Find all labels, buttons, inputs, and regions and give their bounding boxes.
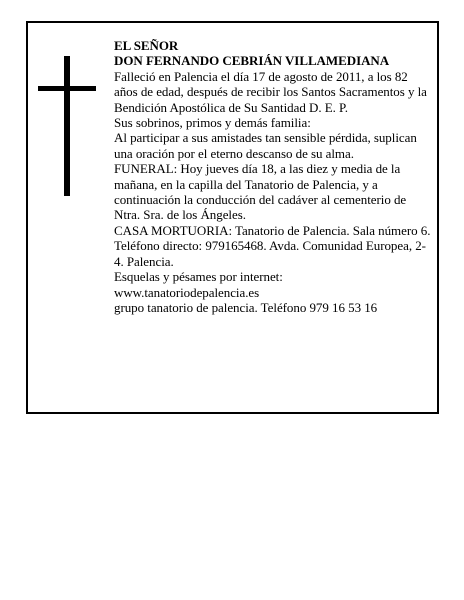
website-link[interactable]: www.tanatoriodepalencia.es — [114, 284, 260, 300]
online-condolences-label: Esquelas y pésames por internet: — [114, 269, 283, 285]
cross-icon — [64, 56, 70, 196]
death-announcement: Falleció en Palencia el día 17 de agosto de 2011, a los 82 años de edad, después de recibir los Santos Sacramentos y la Bendición Apostólica de Su Santidad D. E. P. — [114, 68, 427, 115]
group-contact: grupo tanatorio de palencia. Teléfono 979 16 53 16 — [114, 299, 378, 315]
prayer-request: Al participar a sus amistades tan sensible pérdida, suplican una oración por el eterno descanso de su alma. — [114, 130, 417, 161]
obituary-text — [114, 38, 434, 315]
deceased-name: DON FERNANDO CEBRIÁN VILLAMEDIANA — [114, 53, 390, 69]
funeral-details: FUNERAL: Hoy jueves día 18, a las diez y media de la mañana, en la capilla del Tanatorio de Palencia, y a continuación la conducción del cadáver al cementerio de Ntra. Sra. de los Ángeles. — [114, 161, 407, 223]
mortuary-details: CASA MORTUORIA: Tanatorio de Palencia. Sala número 6. Teléfono directo: 979165468. Avda. Comunidad Europea, 2-4. Palencia. — [114, 222, 431, 269]
obituary-heading: EL SEÑOR — [114, 38, 179, 53]
cross-icon-crossbar — [38, 86, 96, 91]
mourners: Sus sobrinos, primos y demás familia: — [114, 115, 311, 131]
